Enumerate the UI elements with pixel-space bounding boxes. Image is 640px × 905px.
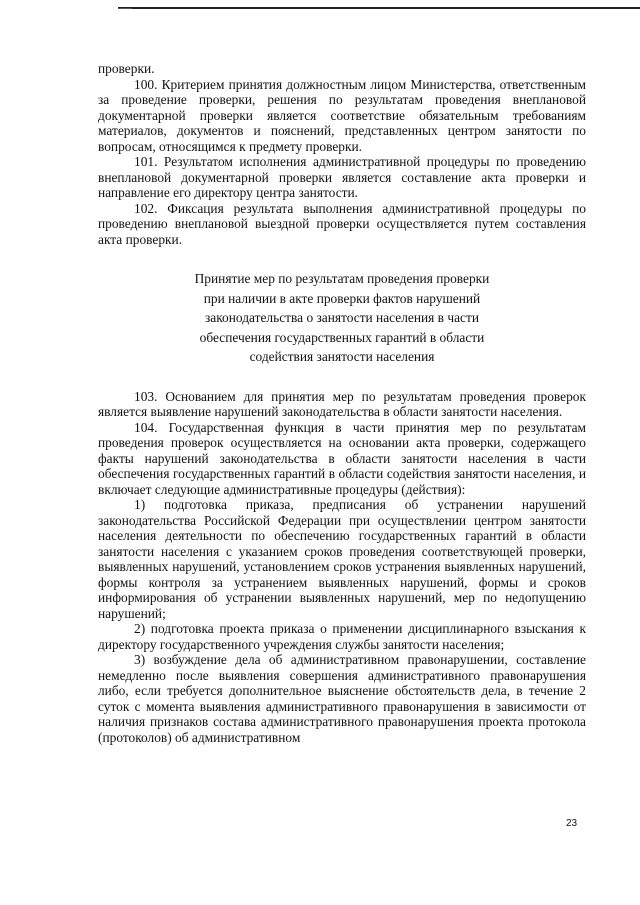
section-heading-line: содействия занятости населения: [249, 349, 435, 364]
page-number: 23: [566, 818, 578, 829]
section-heading-line: обеспечения государственных гарантий в области: [199, 329, 485, 345]
scan-border-mark: [118, 8, 132, 9]
section-heading-line: Принятие мер по результатам проведения проверки: [194, 271, 490, 286]
list-item-3: 3) возбуждение дела об административном правонарушении, составление немедленно после выявления совершения административного правонарушения либо, если требуется дополнительное выяснение обстоятельств дела, в течение 2 суток с момента выявления административного правонарушения в зависимости от наличия признаков состава административного правонарушения проекта протокола (протоколов) об административном: [98, 652, 586, 745]
section-heading-line: при наличии в акте проверки фактов нарушений: [203, 290, 481, 306]
paragraph-102: 102. Фиксация результата выполнения административной процедуры по проведению внеплановой выездной проверки осуществляется путем составления акта проверки.: [98, 200, 586, 247]
scan-border-line: [118, 7, 640, 9]
paragraph-continuation: проверки.: [98, 61, 155, 76]
document-page: [98, 61, 586, 745]
paragraph-100: 100. Критерием принятия должностным лицом Министерства, ответственным за проведение проверки, решения по результатам проведения внеплановой документарной проверки является соответствие обязательным требованиям материалов, документов и пояснений, представленных центром занятости по вопросам, относящимся к предмету проверки.: [98, 76, 586, 154]
paragraph-104: 104. Государственная функция в части принятия мер по результатам проведения проверок осуществляется на основании акта проверки, содержащего факты нарушений законодательства в области занятости населения в части обеспечения государственных гарантий в области содействия занятости населения, и включает следующие административные процедуры (действия):: [98, 419, 586, 497]
paragraph-103: 103. Основанием для принятия мер по результатам проведения проверок является выявление нарушений законодательства в области занятости населения.: [98, 388, 586, 419]
list-item-1: 1) подготовка приказа, предписания об устранении нарушений законодательства Российской Федерации при осуществлении центром занятости населения деятельности по обеспечению государственных гарантий в области занятости населения с указанием сроков проведения соответствующей проверки, выявленных нарушений, установлением сроков устранения выявленных нарушений, формы контроля за устранением выявленных нарушений, формы и сроков информирования об устранении выявленных нарушений, мер по недопущению нарушений;: [98, 497, 586, 621]
paragraph-101: 101. Результатом исполнения административной процедуры по проведению внеплановой документарной проверки является составление акта проверки и направление его директору центра занятости.: [98, 154, 586, 200]
section-heading-line: законодательства о занятости населения в части: [204, 310, 479, 325]
section-heading: [98, 269, 586, 367]
list-item-2: 2) подготовка проекта приказа о применении дисциплинарного взыскания к директору государственного учреждения службы занятости населения;: [98, 621, 586, 652]
